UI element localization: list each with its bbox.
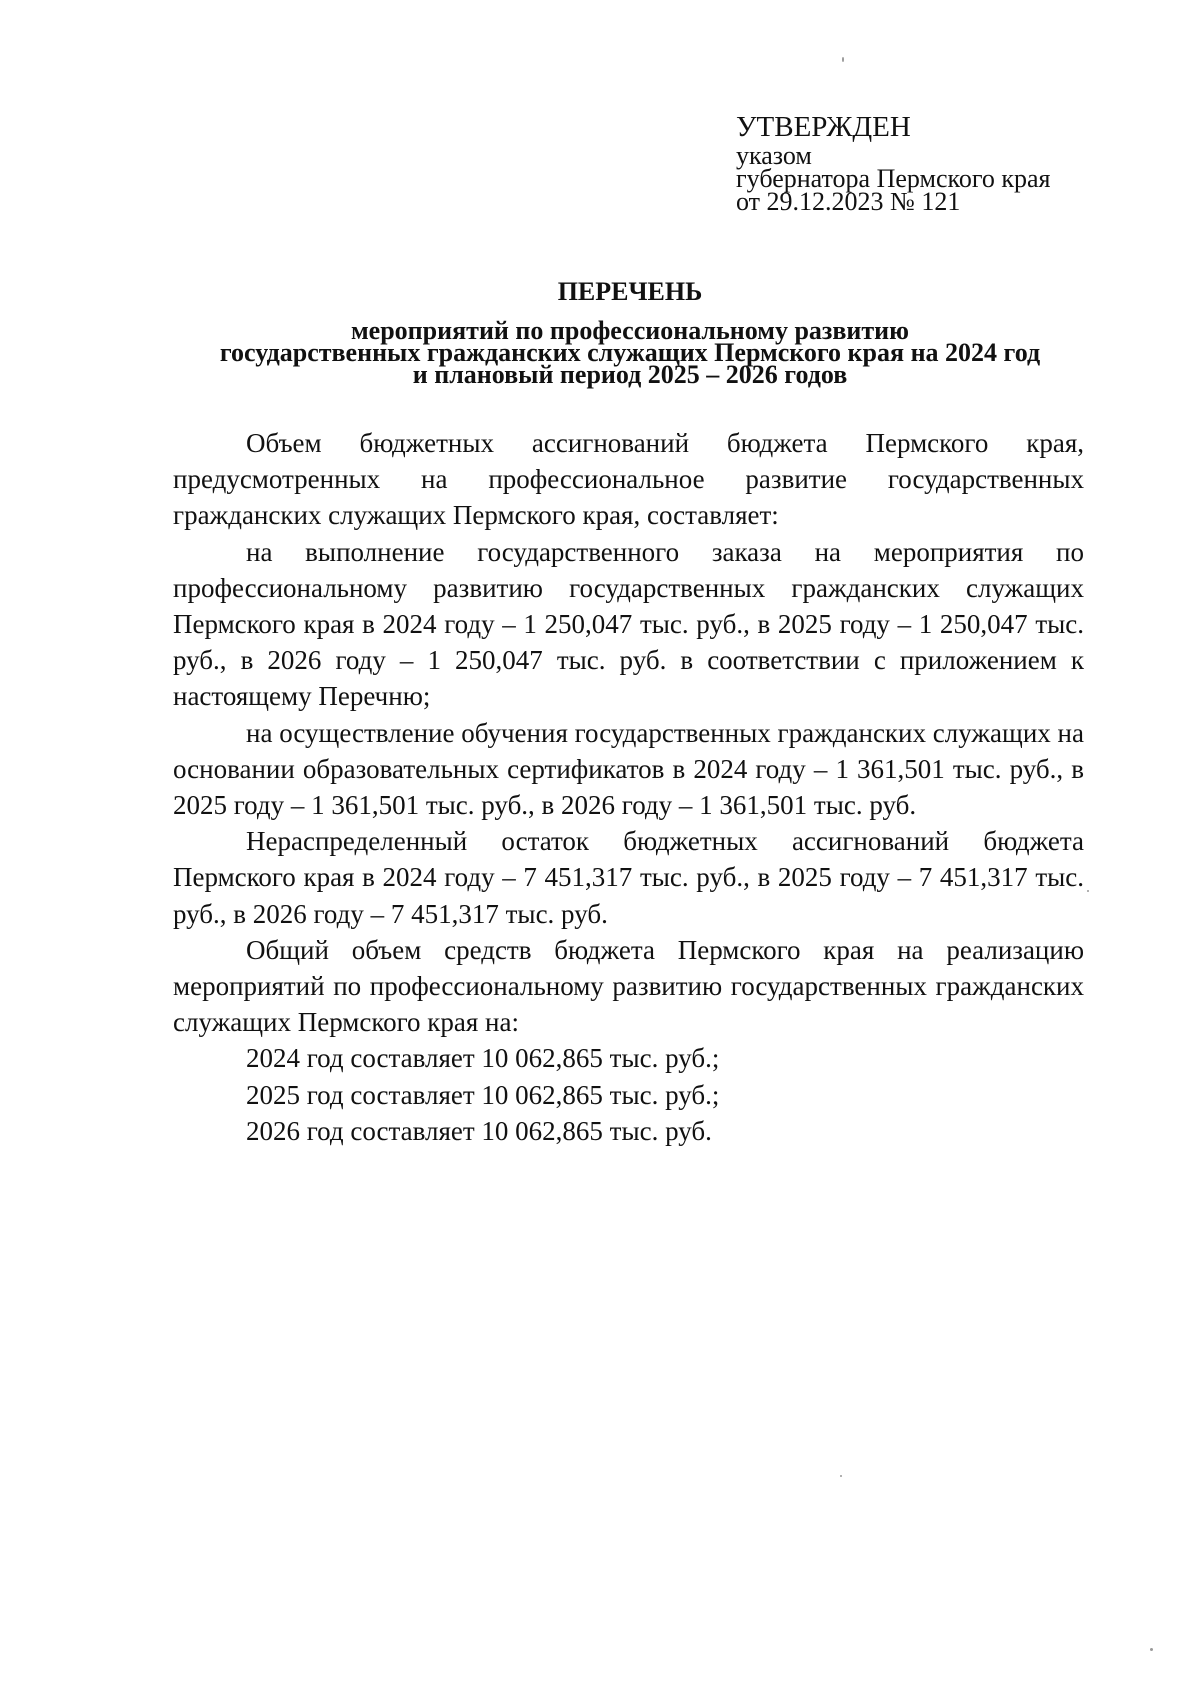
document-body (173, 425, 1084, 1149)
scan-speck (1087, 890, 1089, 892)
document-title: ПЕРЕЧЕНЬ (557, 277, 703, 306)
paragraph-unallocated-balance: Нераспределенный остаток бюджетных ассигнований бюджета Пермского края в 2024 году – 7 451,317 тыс. руб., в 2025 году – 7 451,317 тыс. руб., в 2026 году – 7 451,317 тыс. руб. (173, 826, 1084, 929)
paragraph-total-volume: Общий объем средств бюджета Пермского края на реализацию мероприятий по профессиональному развитию государственных гражданских служащих Пермского края на: (173, 934, 1084, 1038)
approval-stamp-block (736, 110, 1136, 216)
paragraph-certificates: на осуществление обучения государственных гражданских служащих на основании образовательных сертификатов в 2024 году – 1 361,501 тыс. руб., в 2025 году – 1 361,501 тыс. руб., в 2026 году – 1 361,501 тыс. руб. (173, 717, 1084, 821)
scan-speck (1150, 1648, 1153, 1651)
subtitle-line-2: государственных гражданских служащих Пермского края на 2024 год (219, 338, 1041, 367)
approval-date-number-line: от 29.12.2023 № 121 (736, 187, 961, 216)
paragraph-budget-volume: Объем бюджетных ассигнований бюджета Пермского края, предусмотренных на профессиональное развитие государственных гражданских служащих Пермского края, составляет: (173, 428, 1084, 531)
approval-decree-line: указом (736, 141, 812, 170)
document-subtitle (160, 316, 1100, 389)
approved-label: УТВЕРЖДЕН (736, 111, 911, 143)
scan-speck (842, 57, 844, 62)
total-2024-line: 2024 год составляет 10 062,865 тыс. руб.; (246, 1043, 720, 1074)
subtitle-line-3: и плановый период 2025 – 2026 годов (412, 360, 848, 389)
paragraph-state-order: на выполнение государственного заказа на мероприятия по профессиональному развитию государственных гражданских служащих Пермского края в 2024 году – 1 250,047 тыс. руб., в 2025 году – 1 250,047 тыс. руб., в 2026 году – 1 250,047 тыс. руб. в соответствии с приложением к настоящему Перечню; (173, 536, 1084, 712)
subtitle-line-1: мероприятий по профессиональному развитию (350, 316, 910, 345)
scan-speck (840, 1475, 842, 1477)
total-2026-line: 2026 год составляет 10 062,865 тыс. руб. (246, 1115, 712, 1146)
total-2025-line: 2025 год составляет 10 062,865 тыс. руб.; (246, 1079, 720, 1110)
approval-authority-line: губернатора Пермского края (736, 164, 1051, 193)
